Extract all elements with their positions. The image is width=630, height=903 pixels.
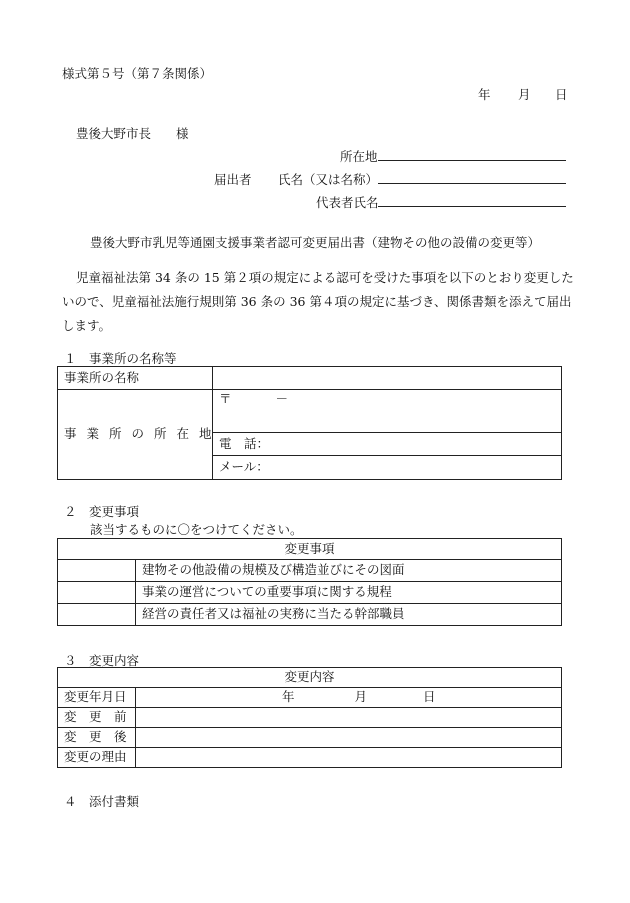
phone-label: 電 話：: [219, 435, 270, 451]
change-date-label: 変更年月日: [58, 688, 136, 708]
change-date-day: 日: [423, 689, 436, 705]
representative-field[interactable]: [378, 206, 566, 207]
name-label: 氏名（又は名称）: [278, 172, 379, 187]
change-item-3: 経営の責任者又は福祉の実務に当たる幹部職員: [136, 604, 562, 626]
change-date-month: 月: [354, 689, 368, 705]
email-cell[interactable]: [213, 456, 562, 480]
change-reason-value[interactable]: [136, 748, 562, 768]
change-reason-label: 変更の理由: [58, 748, 136, 768]
change-items-header: 変更事項: [58, 539, 562, 560]
body-line-1: 児童福祉法第 34 条の 15 第２項の規定による認可を受けた事項を以下のとおり変更した: [76, 270, 574, 285]
location-label: 所在地: [340, 149, 378, 164]
phone-cell[interactable]: [213, 433, 562, 456]
name-field[interactable]: [378, 183, 566, 184]
facility-table: [57, 366, 562, 480]
postal-code-cell[interactable]: [213, 390, 562, 433]
section2-instruction: 該当するものに〇をつけてください。: [90, 522, 303, 537]
location-field[interactable]: [378, 160, 566, 161]
change-item-mark-3[interactable]: [58, 604, 136, 626]
postal-dash: －: [275, 391, 289, 406]
section3-heading: ３ 変更内容: [64, 653, 140, 668]
email-label: メール：: [219, 459, 269, 475]
change-content-header: 変更内容: [58, 668, 562, 688]
change-item-mark-1[interactable]: [58, 560, 136, 582]
change-date-value[interactable]: [136, 688, 562, 708]
applicant-label: 届出者: [214, 172, 252, 187]
facility-address-label: 事業所の所在地: [58, 390, 213, 480]
date-year-label: 年: [478, 87, 491, 102]
body-line-2: いので、児童福祉法施行規則第 36 条の 36 第４項の規定に基づき、関係書類を添えて届出: [62, 294, 572, 309]
change-after-label: 変 更 後: [58, 728, 136, 748]
addressee-honorific: 様: [176, 126, 189, 141]
change-item-1: 建物その他設備の規模及び構造並びにその図面: [136, 560, 562, 582]
change-before-value[interactable]: [136, 708, 562, 728]
date-month-label: 月: [518, 87, 531, 102]
section4-heading: ４ 添付書類: [64, 794, 140, 809]
postal-mark: 〒: [219, 391, 232, 406]
facility-name-value[interactable]: [213, 367, 562, 390]
date-day-label: 日: [555, 87, 568, 102]
change-content-table: [57, 667, 562, 768]
section2-heading: ２ 変更事項: [64, 504, 140, 519]
change-date-year: 年: [282, 689, 295, 705]
body-line-3: します。: [62, 318, 112, 333]
addressee-name: 豊後大野市長: [76, 126, 152, 141]
change-item-mark-2[interactable]: [58, 582, 136, 604]
change-before-label: 変 更 前: [58, 708, 136, 728]
change-items-table: [57, 538, 562, 626]
change-after-value[interactable]: [136, 728, 562, 748]
section1-heading: １ 事業所の名称等: [64, 351, 177, 366]
form-number: 様式第５号（第７条関係）: [62, 66, 213, 81]
document-title: 豊後大野市乳児等通園支援事業者認可変更届出書（建物その他の設備の変更等）: [90, 235, 541, 250]
facility-name-label: 事業所の名称: [58, 367, 213, 390]
change-item-2: 事業の運営についての重要事項に関する規程: [136, 582, 562, 604]
representative-label: 代表者氏名: [316, 195, 379, 210]
